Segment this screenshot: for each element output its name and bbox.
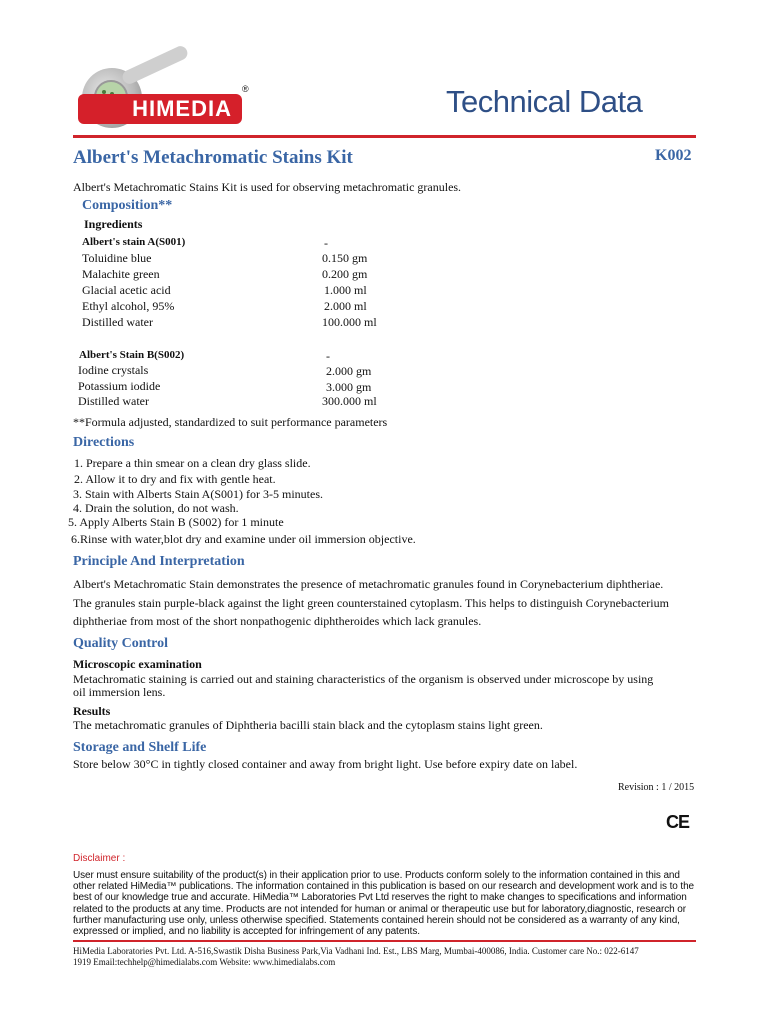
direction-step: 5. Apply Alberts Stain B (S002) for 1 minute bbox=[68, 515, 284, 529]
intro-text: Albert's Metachromatic Stains Kit is used for observing metachromatic granules. bbox=[73, 180, 462, 194]
directions-heading: Directions bbox=[73, 435, 135, 450]
principle-line: The granules stain purple-black against the light green counterstained cytoplasm. This helps to distinguish Corynebacterium bbox=[73, 596, 669, 610]
microscopic-text: Metachromatic staining is carried out and staining characteristics of the organism is observed under microscope by using bbox=[73, 672, 654, 686]
microscopic-text: oil immersion lens. bbox=[73, 685, 166, 699]
ingredient-name: Potassium iodide bbox=[78, 379, 161, 393]
storage-heading: Storage and Shelf Life bbox=[73, 740, 207, 755]
header-divider bbox=[73, 135, 696, 138]
results-text: The metachromatic granules of Diphtheria bacilli stain black and the cytoplasm stains light green. bbox=[73, 718, 543, 732]
ingredient-name: Glacial acetic acid bbox=[82, 283, 171, 297]
ingredient-value: 100.000 ml bbox=[322, 315, 377, 329]
ingredients-label: Ingredients bbox=[84, 217, 143, 231]
direction-step: 2. Allow it to dry and fix with gentle heat. bbox=[74, 472, 276, 486]
ingredient-value: 300.000 ml bbox=[322, 394, 377, 408]
results-label: Results bbox=[73, 704, 111, 718]
direction-step: 3. Stain with Alberts Stain A(S001) for 3-5 minutes. bbox=[73, 487, 323, 501]
footer-address bbox=[73, 946, 699, 968]
product-code: K002 bbox=[655, 147, 692, 164]
ce-mark-icon: CE bbox=[666, 812, 690, 832]
composition-heading: Composition** bbox=[82, 198, 173, 213]
ingredient-name: Malachite green bbox=[82, 267, 160, 281]
stain-a-title-value: - bbox=[324, 236, 328, 250]
disclaimer-label: Disclaimer : bbox=[73, 853, 126, 864]
footer-line: HiMedia Laboratories Pvt. Ltd. A-516,Swastik Disha Business Park,Via Vadhani Ind. Est., LBS Marg, Mumbai-400086, India. Customer care No.: 022-6147 bbox=[73, 946, 639, 956]
pipette-icon bbox=[120, 44, 189, 86]
ingredient-name: Distilled water bbox=[78, 394, 149, 408]
direction-step: 4. Drain the solution, do not wash. bbox=[73, 501, 239, 515]
ingredient-value: 1.000 ml bbox=[324, 283, 367, 297]
ingredient-name: Iodine crystals bbox=[78, 363, 149, 377]
registered-mark: ® bbox=[242, 84, 249, 94]
stain-b-title: Albert's Stain B(S002) bbox=[79, 349, 185, 361]
stain-b-title-value: - bbox=[326, 349, 330, 363]
principle-line: diphtheriae from most of the short nonpathogenic diphtheroides which lack granules. bbox=[73, 614, 482, 628]
ingredient-name: Distilled water bbox=[82, 315, 153, 329]
ingredient-value: 2.000 gm bbox=[326, 364, 372, 378]
storage-text: Store below 30°C in tightly closed container and away from bright light. Use before expiry date on label. bbox=[73, 757, 578, 771]
microscopic-label: Microscopic examination bbox=[73, 657, 202, 671]
header-title: Technical Data bbox=[446, 84, 643, 119]
ingredient-value: 2.000 ml bbox=[324, 299, 367, 313]
footer-divider bbox=[73, 940, 696, 942]
principle-line: Albert's Metachromatic Stain demonstrates the presence of metachromatic granules found in Corynebacterium diphtheriae. bbox=[73, 577, 664, 591]
quality-control-heading: Quality Control bbox=[73, 636, 169, 651]
product-name: Albert's Metachromatic Stains Kit bbox=[73, 147, 353, 168]
himedia-logo bbox=[74, 58, 264, 142]
footer-line: 1919 Email:techhelp@himedialabs.com Website: www.himedialabs.com bbox=[73, 957, 336, 967]
ingredient-value: 0.150 gm bbox=[322, 251, 368, 265]
direction-step: 1. Prepare a thin smear on a clean dry glass slide. bbox=[74, 456, 311, 470]
logo-wordmark: HIMEDIA bbox=[78, 94, 242, 124]
ingredient-name: Ethyl alcohol, 95% bbox=[82, 299, 175, 313]
stain-a-title: Albert's stain A(S001) bbox=[82, 236, 186, 248]
ingredient-value: 0.200 gm bbox=[322, 267, 368, 281]
revision-label: Revision : 1 / 2015 bbox=[618, 782, 695, 793]
formula-note: **Formula adjusted, standardized to suit performance parameters bbox=[73, 415, 388, 429]
ingredient-value: 3.000 gm bbox=[326, 380, 372, 394]
direction-step: 6.Rinse with water,blot dry and examine under oil immersion objective. bbox=[71, 532, 416, 546]
ingredient-name: Toluidine blue bbox=[82, 251, 152, 265]
disclaimer-text: User must ensure suitability of the product(s) in their application prior to use. Products conform solely to the information contained in this and other related HiMedia™ publications. The information contained in this publication is based on our research and development work and is to the best of our knowledge true and accurate. HiMedia™ Laboratories Pvt Ltd reserves the right to make changes to specifications and information related to the products at any time. Products are not intended for human or animal or therapeutic use but for laboratory,diagnostic, research or further manufacturing use only, unless otherwise specified. Statements contained herein should not be considered as a warranty of any kind, expressed or implied, and no liability is accepted for infringement of any patents. bbox=[73, 870, 694, 938]
principle-heading: Principle And Interpretation bbox=[73, 554, 245, 569]
